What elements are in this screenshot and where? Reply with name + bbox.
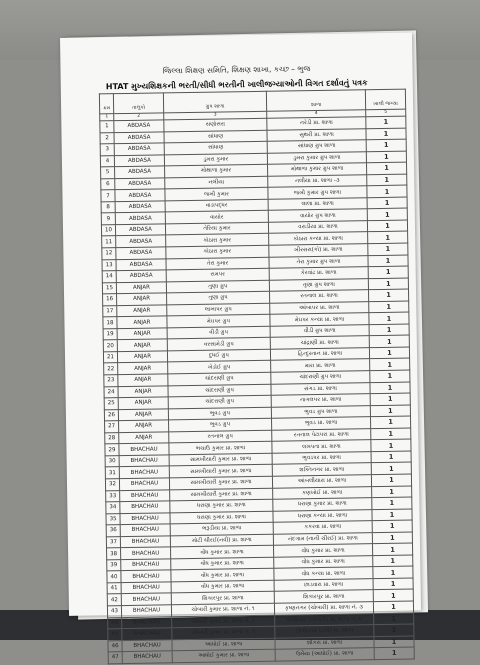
vacancy-cell: 1 <box>366 139 406 151</box>
school-cell: હિન્દુસ્તાન પ્રા. શાળા <box>270 348 369 361</box>
group-school-cell: વોંધ કુમાર પ્રા. શાળા <box>171 580 274 593</box>
vacancy-cell: 1 <box>370 382 410 394</box>
taluka-cell: BHACHAU <box>121 559 171 571</box>
school-cell: વોંધ કુમાર પ્રા. શાળા <box>274 555 373 568</box>
serial-cell: 39 <box>107 559 121 571</box>
school-cell: ડુમરા કુમાર ગ્રુપ શાળા <box>267 151 366 164</box>
school-cell: કેરવાંઢ પ્રા. શાળા <box>269 267 368 280</box>
group-school-cell: સામખીયારી કુમાર પ્રા. શાળા <box>170 488 273 501</box>
serial-cell: 16 <box>103 294 117 306</box>
vacancy-cell: 1 <box>371 451 411 463</box>
taluka-cell: BHACHAU <box>121 582 171 594</box>
taluka-cell: BHACHAU <box>121 547 171 559</box>
vacancy-cell: 1 <box>374 636 414 648</box>
office-header: જિલ્લા શિક્ષણ સમિતિ, શિક્ષણ શાખા, કચ્છ – ભુજ <box>162 64 311 76</box>
school-cell: ધરાણા કુમાર પ્રા. શાળા <box>273 498 372 511</box>
serial-cell: 35 <box>106 513 120 525</box>
group-school-cell: શિકારપુર પ્રા. શાળા <box>171 592 274 605</box>
serial-cell: 5 <box>101 167 115 179</box>
school-cell: વાયોર ગ્રુપ શાળા <box>268 209 367 222</box>
taluka-cell: BHACHAU <box>120 536 170 548</box>
school-cell: નલીયા પ્રા. શાળા -૩ <box>268 174 367 187</box>
taluka-cell: BHACHAU <box>121 570 171 582</box>
taluka-cell: BHACHAU <box>119 466 169 478</box>
serial-cell: 28 <box>105 432 119 444</box>
taluka-cell: ANJAR <box>118 409 168 421</box>
taluka-cell: ABDASA <box>116 247 166 259</box>
serial-cell: 43 <box>107 606 121 618</box>
school-cell: ભુવડ પ્રા. શાળા <box>272 417 371 430</box>
group-school-cell: સામખીયારી કુમાર પ્રા. શાળા <box>169 476 272 489</box>
vacancy-cell: 1 <box>368 266 408 278</box>
vacancy-cell: 1 <box>370 405 410 417</box>
school-cell: સાંધાણ ગ્રુપ શાળા <box>267 140 366 153</box>
serial-cell: 32 <box>105 479 119 491</box>
vacancy-cell: 1 <box>369 347 409 359</box>
col-header-serial: ક્રમ <box>99 94 113 114</box>
table-body <box>100 116 414 663</box>
vacancy-cell: 1 <box>372 486 412 498</box>
school-cell: નંદગામ (નાની ચીરઈ) પ્રા. શાળા <box>273 532 372 545</box>
serial-cell: 9 <box>101 213 115 225</box>
group-school-cell: ભચાઉ કુમાર પ્રા. શાળા <box>169 442 272 455</box>
serial-cell: 12 <box>102 248 116 260</box>
group-school-cell: ડુમરા કુમાર <box>164 153 267 166</box>
taluka-cell: BHACHAU <box>119 443 169 455</box>
school-cell: વોંધ કુમાર પ્રા. શાળા <box>273 544 372 557</box>
group-school-cell: વરસામેડી ગ્રુપ <box>167 338 270 351</box>
vacancy-cell: 1 <box>372 497 412 509</box>
col-index: 2 <box>114 113 164 121</box>
taluka-cell: ABDASA <box>115 189 165 201</box>
school-cell: તેરા કુમાર ગ્રુપ શાળા <box>269 255 368 268</box>
group-school-cell: ચાંદરાણી ગ્રુપ <box>168 384 271 397</box>
group-school-cell: તેરા કુમાર <box>166 257 269 270</box>
school-cell: ટીંબીનગર (ઢોરી) પ્રા. શાળા <box>275 625 374 638</box>
vacancy-cell: 1 <box>368 289 408 301</box>
taluka-cell: ANJAR <box>119 432 169 444</box>
school-cell: નાગલપર પ્રા. શાળા <box>271 394 370 407</box>
vacancy-table <box>99 89 415 664</box>
school-cell: આંબાપર પ્રા. શાળા <box>270 301 369 314</box>
school-cell: શીકરા પ્રા. શાળા <box>275 636 374 649</box>
school-cell: વીડી ગ્રુપ શાળા <box>270 325 369 338</box>
vacancy-cell: 1 <box>373 578 413 590</box>
serial-cell: 34 <box>106 502 120 514</box>
col-header-school: શાળા <box>266 90 365 112</box>
serial-cell: 8 <box>101 201 115 213</box>
school-cell: તુણા ગ્રુપ શાળા <box>269 278 368 291</box>
school-cell: ધરાણા કન્યા પ્રા. શાળા <box>273 509 372 522</box>
school-cell: મોથાળા કુમાર ગ્રુપ શાળા <box>268 163 367 176</box>
serial-cell: 47 <box>108 652 122 664</box>
serial-cell: 23 <box>104 375 118 387</box>
group-school-cell: મોથાળા કુમાર <box>165 164 268 177</box>
taluka-cell: BHACHAU <box>122 651 172 663</box>
group-school-cell: મેઘપર ગ્રુપ <box>167 315 270 328</box>
col-index: 1 <box>100 114 114 121</box>
serial-cell: 24 <box>104 386 118 398</box>
serial-cell: 25 <box>104 398 118 410</box>
taluka-cell: ABDASA <box>115 224 165 236</box>
serial-cell: 14 <box>102 271 116 283</box>
vacancy-cell: 1 <box>371 474 411 486</box>
serial-cell: 26 <box>104 409 118 421</box>
group-school-cell: ચાંદરાણી ગ્રુપ <box>168 372 271 385</box>
serial-cell: 3 <box>100 144 114 156</box>
serial-cell: 45 <box>108 629 122 641</box>
group-school-cell: ચોબારી કુમાર પ્રા. શાળા નં. ૧ <box>171 603 274 616</box>
school-cell: ઉમૈયા (આધોઈ) પ્રા. શાળા <box>275 648 374 661</box>
serial-cell: 22 <box>104 363 118 375</box>
taluka-cell: ABDASA <box>116 270 166 282</box>
serial-cell: 41 <box>107 582 121 594</box>
taluka-cell: ABDASA <box>115 178 165 190</box>
vacancy-cell: 1 <box>368 255 408 267</box>
school-cell: ભોજાવાંઢ (ચોબારી) પ્રા. શાળા નં. ૪ <box>275 613 374 626</box>
school-cell: આંબલીયારા પ્રા. શાળા <box>272 475 371 488</box>
group-school-cell: તેરિયા કુમાર <box>165 222 268 235</box>
taluka-cell: ANJAR <box>117 328 167 340</box>
school-cell: ભુવડ ગ્રુપ શાળા <box>271 405 370 418</box>
vacancy-cell: 1 <box>373 589 413 601</box>
group-school-cell: આધોઈ કુમાર પ્રા. શાળા <box>172 649 275 662</box>
taluka-cell: BHACHAU <box>119 455 169 467</box>
group-school-cell: ખેડોઈ ગ્રુપ <box>168 361 271 374</box>
taluka-cell: ANJAR <box>117 316 167 328</box>
col-header-group-school: ગ્રુપ શાળા <box>163 91 266 113</box>
taluka-cell: BHACHAU <box>120 512 170 524</box>
taluka-cell: BHACHAU <box>122 628 172 640</box>
group-school-cell: રામપર <box>166 268 269 281</box>
taluka-cell: BHACHAU <box>122 639 172 651</box>
serial-cell: 27 <box>105 421 119 433</box>
group-school-cell: વાયોર <box>165 211 268 224</box>
vacancy-cell: 1 <box>372 520 412 532</box>
school-cell: લાલા પ્રા. શાળા <box>268 198 367 211</box>
vacancy-cell: 1 <box>367 185 407 197</box>
group-school-cell: ભરૂડીયા પ્રા. શાળા <box>170 522 273 535</box>
col-header-vacancy: ખાલી જગ્યા <box>365 89 405 110</box>
taluka-cell: BHACHAU <box>121 605 171 617</box>
school-cell: રતનાલ પેટાપરા પ્રા. શાળા <box>272 428 371 441</box>
taluka-cell: ABDASA <box>114 143 164 155</box>
vacancy-cell: 1 <box>371 462 411 474</box>
taluka-cell: BHACHAU <box>120 489 170 501</box>
serial-cell: 7 <box>101 190 115 202</box>
vacancy-cell: 1 <box>369 312 409 324</box>
school-cell: ભુવડપર પ્રા. શાળા <box>272 452 371 465</box>
group-school-cell: સાંધાણ <box>164 141 267 154</box>
group-school-cell: ચોબારી કુમાર પ્રા. શાળા નં. ૧ <box>172 615 275 628</box>
school-cell: ચાંદ્રાણી પ્રા. શાળા <box>270 336 369 349</box>
serial-cell: 1 <box>100 121 114 133</box>
taluka-cell: ABDASA <box>114 131 164 143</box>
serial-cell: 42 <box>107 594 121 606</box>
school-cell: ખીરસરા(કો) પ્રા. શાળા <box>269 244 368 257</box>
group-school-cell: ભુવડ ગ્રુપ <box>168 407 271 420</box>
group-school-cell: સણોસરા <box>164 118 267 131</box>
taluka-cell: BHACHAU <box>121 593 171 605</box>
school-cell: શક્તિનગર પ્રા. શાળા <box>272 463 371 476</box>
group-school-cell: સામખીયારી કુમાર પ્રા. શાળા <box>169 465 272 478</box>
vacancy-cell: 1 <box>367 174 407 186</box>
serial-cell: 6 <box>101 178 115 190</box>
school-cell: રતનાલ પ્રા. શાળા <box>270 290 369 303</box>
group-school-cell: ચાંદરાણી ગ્રુપ <box>168 395 271 408</box>
document-title: HTAT મુખ્યશિક્ષકની ભરતી/સીધી ભરતીની ખાલીજગ્યાઓની વિગત દર્શાવતું પત્રક <box>105 78 368 92</box>
serial-cell: 44 <box>108 617 122 629</box>
taluka-cell: ANJAR <box>117 305 167 317</box>
vacancy-cell: 1 <box>373 601 413 613</box>
serial-cell: 29 <box>105 444 119 456</box>
serial-cell: 31 <box>105 467 119 479</box>
taluka-cell: ANJAR <box>116 282 166 294</box>
group-school-cell: જખૌ કુમાર <box>165 188 268 201</box>
group-school-cell: તુણા ગ્રુપ <box>167 291 270 304</box>
school-cell: કૃષ્ણનગર (ચોબારી) પ્રા. શાળા નં. ૩ <box>274 602 373 615</box>
group-school-cell: ચોબારી કુમાર પ્રા. શાળા નં. ૧ <box>172 626 275 639</box>
vacancy-cell: 1 <box>372 532 412 544</box>
vacancy-cell: 1 <box>366 162 406 174</box>
group-school-cell: વીડી ગ્રુપ <box>167 326 270 339</box>
serial-cell: 46 <box>108 640 122 652</box>
school-cell: કકરવા પ્રા. શાળા <box>273 521 372 534</box>
document-page <box>60 32 421 661</box>
group-school-cell: કોઠારા કુમાર <box>166 234 269 247</box>
col-index: 4 <box>267 110 366 119</box>
serial-cell: 37 <box>106 536 120 548</box>
serial-cell: 17 <box>103 305 117 317</box>
vacancy-cell: 1 <box>373 555 413 567</box>
vacancy-cell: 1 <box>374 624 414 636</box>
vacancy-cell: 1 <box>370 370 410 382</box>
school-cell: છાડવારા પ્રા. શાળા <box>274 579 373 592</box>
school-cell: લખપતા પ્રા. શાળા <box>272 440 371 453</box>
taluka-cell: ANJAR <box>118 374 168 386</box>
school-cell: કણખોઈ પ્રા. શાળા <box>273 486 372 499</box>
taluka-cell: ABDASA <box>114 155 164 167</box>
taluka-cell: ANJAR <box>117 351 167 363</box>
taluka-cell: ABDASA <box>115 212 165 224</box>
vacancy-cell: 1 <box>370 416 410 428</box>
group-school-cell: તુણા ગ્રુપ <box>166 280 269 293</box>
vacancy-cell: 1 <box>370 359 410 371</box>
vacancy-cell: 1 <box>366 151 406 163</box>
group-school-cell: ધરાણા કુમાર પ્રા. શાળા <box>170 499 273 512</box>
taluka-cell: BHACHAU <box>120 501 170 513</box>
vacancy-cell: 1 <box>372 509 412 521</box>
taluka-cell: ANJAR <box>118 397 168 409</box>
serial-cell: 40 <box>107 571 121 583</box>
school-cell: ચાંદરાણી ગ્રુપ શાળા <box>271 371 370 384</box>
group-school-cell: વોંધ કુમાર પ્રા. શાળા <box>171 557 274 570</box>
group-school-cell: લાખાપર ગ્રુપ <box>167 303 270 316</box>
vacancy-cell: 1 <box>374 647 414 659</box>
school-cell: સુથરી પ્રા. શાળા <box>267 128 366 141</box>
serial-cell: 36 <box>106 525 120 537</box>
vacancy-cell: 1 <box>369 324 409 336</box>
group-school-cell: ભુવડ ગ્રુપ <box>169 418 272 431</box>
serial-cell: 18 <box>103 317 117 329</box>
school-cell: જખૌ કુમાર ગ્રુપ શાળા <box>268 186 367 199</box>
taluka-cell: ANJAR <box>117 293 167 305</box>
school-cell: સંગડ પ્રા. શાળા <box>271 382 370 395</box>
serial-cell: 33 <box>106 490 120 502</box>
serial-cell: 13 <box>102 259 116 271</box>
serial-cell: 11 <box>102 236 116 248</box>
vacancy-cell: 1 <box>369 335 409 347</box>
taluka-cell: ANJAR <box>118 362 168 374</box>
taluka-cell: ABDASA <box>116 235 166 247</box>
school-cell: વોંધ કન્યા પ્રા. શાળા <box>274 567 373 580</box>
taluka-cell: ANJAR <box>117 339 167 351</box>
vacancy-cell: 1 <box>374 613 414 625</box>
serial-cell: 30 <box>105 455 119 467</box>
taluka-cell: ABDASA <box>114 120 164 132</box>
col-index: 3 <box>164 111 267 120</box>
school-cell: શિકારપુર પ્રા. શાળા <box>274 590 373 603</box>
group-school-cell: વોંધ કુમાર પ્રા. શાળા <box>171 545 274 558</box>
taluka-cell: ABDASA <box>115 201 165 213</box>
vacancy-cell: 1 <box>366 128 406 140</box>
vacancy-cell: 1 <box>370 393 410 405</box>
school-cell: કોઠારા કન્યા પ્રા. શાળા <box>269 232 368 245</box>
vacancy-cell: 1 <box>367 197 407 209</box>
group-school-cell: આધોઈ પ્રા. શાળા <box>172 638 275 651</box>
serial-cell: 38 <box>107 548 121 560</box>
school-cell: વરાડીયા પ્રા. શાળા <box>268 221 367 234</box>
serial-cell: 4 <box>100 155 114 167</box>
group-school-cell: નલીયા <box>165 176 268 189</box>
taluka-cell: ANJAR <box>118 385 168 397</box>
taluka-cell: ABDASA <box>115 166 165 178</box>
vacancy-cell: 1 <box>368 232 408 244</box>
vacancy-cell: 1 <box>366 116 406 128</box>
vacancy-cell: 1 <box>371 428 411 440</box>
group-school-cell: કોઠારા કુમાર <box>166 245 269 258</box>
vacancy-cell: 1 <box>367 208 407 220</box>
serial-cell: 21 <box>103 352 117 364</box>
group-school-cell: વોંધ કુમાર પ્રા. શાળા <box>171 569 274 582</box>
serial-cell: 15 <box>102 282 116 294</box>
vacancy-cell: 1 <box>368 243 408 255</box>
taluka-cell: BHACHAU <box>122 616 172 628</box>
taluka-cell: BHACHAU <box>120 524 170 536</box>
col-index: 5 <box>366 109 406 117</box>
col-header-taluka: તાલુકો <box>113 93 163 114</box>
taluka-cell: BHACHAU <box>119 478 169 490</box>
serial-cell: 20 <box>103 340 117 352</box>
taluka-cell: ABDASA <box>116 258 166 270</box>
school-cell: મેઘપર કન્યા પ્રા. શાળા <box>270 313 369 326</box>
taluka-cell: ANJAR <box>119 420 169 432</box>
group-school-cell: સાંધાણ <box>164 130 267 143</box>
serial-cell: 2 <box>100 132 114 144</box>
group-school-cell: રતનાલ ગ્રુપ <box>169 430 272 443</box>
school-cell: નરેડી પ્રા. શાળા <box>267 117 366 130</box>
vacancy-cell: 1 <box>367 220 407 232</box>
serial-cell: 19 <box>103 328 117 340</box>
school-cell: મારા પ્રા. શાળા <box>271 359 370 372</box>
group-school-cell: મોટી ચીરઈ(નવી) પ્રા. શાળા <box>170 534 273 547</box>
vacancy-cell: 1 <box>371 439 411 451</box>
vacancy-cell: 1 <box>368 278 408 290</box>
vacancy-cell: 1 <box>373 566 413 578</box>
group-school-cell: ધરાણા કુમાર પ્રા. શાળા <box>170 511 273 524</box>
serial-cell: 10 <box>101 225 115 237</box>
vacancy-cell: 1 <box>372 543 412 555</box>
group-school-cell: વાડાપદ્ધર <box>165 199 268 212</box>
vacancy-cell: 1 <box>369 301 409 313</box>
group-school-cell: સામખીયારી કુમાર પ્રા. શાળા <box>169 453 272 466</box>
group-school-cell: દુધઈ ગ્રુપ <box>167 349 270 362</box>
